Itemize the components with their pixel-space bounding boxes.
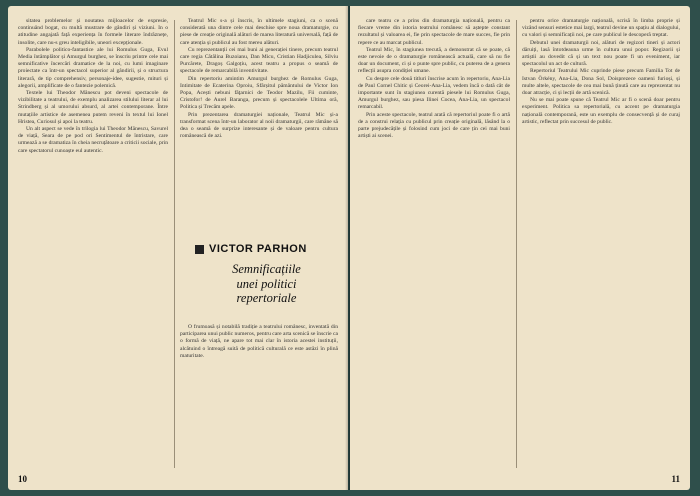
paragraph: Repertoriul Teatrului Mic cuprinde piese precum Familia Tot de Istvan Örkény, Ana-Lia, Dona Sol, Doisprezece oameni furioși, și multe altele, spectacole de cea mai bună ținută care au reprezentat nu doar atracție, ci și lecții de artă scenică. [522, 68, 680, 97]
paragraph: Prin prezentarea dramaturgiei naționale, Teatrul Mic și-a transformat scena într-un laborator al noii dramaturgii, care rămâne să dea o seamă de surprize interesante și de valoare pentru cultura românească de azi. [180, 111, 338, 140]
paragraph: care teatru ce a prins din dramaturgia națională, pentru ca fiecare vreme din istoria teatrului românesc să aștepte constant rezultatul și valoarea ei, fie prin spectacole de mare succes, fie prin repere ce au marcat publicul. [358, 18, 510, 46]
paragraph: Nu se mai poate spune că Teatrul Mic ar fi o scenă doar pentru experiment. Politica sa repertorială, cu accent pe dramaturgia națională contemporană, este un exemplu de consecvență și de curaj artistic, reflectat prin succesul de public. [522, 97, 680, 125]
title-line: repertoriale [236, 291, 297, 305]
right-page [350, 6, 690, 490]
left-page-column-1 [18, 18, 168, 466]
paragraph: Teatrul Mic, în stagiunea trecută, a demonstrat că se poate, că este nevoie de o dramaturgie românească actuală, care să nu fie doar un document, ci și o punte spre public, cu puterea de a genera reflecții asupra condiției umane. [358, 46, 510, 75]
left-page [8, 6, 348, 490]
left-page-column-2 [180, 18, 338, 230]
paragraph: O frumoasă și notabilă tradiție a teatrului românesc, inventată din participarea unui public numeros, pentru care arta scenică se înscrie ca o formă de viață, ne apare tot mai clar în istoria acestei instituții, alcătuind o întreagă suită de politică culturală ce este astăzi în plină maturitate. [180, 324, 338, 359]
author-name: VICTOR PARHON [209, 243, 307, 255]
paragraph: Un alt aspect se vede în trilogia lui Theodor Mănescu, Savurel de viață, Seara de pe pod ori Sentimentul de întristare, care urmează a se dramatiza în cheia necruțătoare a criticii sociale, prin care spectatorul cunoaște eul autentic. [18, 126, 168, 154]
page-number: 10 [18, 474, 27, 484]
right-page-column-2 [522, 18, 680, 466]
paragraph: sitatea problemelor și noutatea mijloacelor de expresie, continuând bogat, cu multă mustrare de gândiri și viziuni. In o atitudine angajată față experiența în formele literare îndrăznețe, insolite, care nu-s greu inteligibile, uneori excepționale. [18, 18, 168, 46]
paragraph: Textele lui Theodor Mănescu pot deveni spectacole de vizibilitate a teatrului, de exemplu analizarea stilului literar al lui Strindberg și al umorului absurd, al artei contemporane. Între mutațiile artistice de asemenea putem reveni în textul lui Ionel Hristea, Curiosul și apoi la teatru. [18, 90, 168, 125]
column-divider [174, 20, 175, 468]
paragraph: pentru orice dramaturgie națională, scrisă în limba proprie și vizând sensuri estetice mai largi, teatrul devine un spațiu al dialogului, cu valori și semnificații noi, pe care publicul le descoperă treptat. [522, 18, 680, 39]
paragraph: Prin aceste spectacole, teatrul arată că repertoriul poate fi o artă de a construi relația cu publicul prin creație originală, lăsând la o parte prejudecățile și folosind cum joci de care țin cei mai buni artiști ai scenei. [358, 111, 510, 140]
paragraph: Cu reprezentanții cei mai buni ai generației tinere, precum teatrul care regia Cătălina Buzoianu, Dan Micu, Cristian Hadjiculea, Silviu Purcărete, Dragoș Galgoțiu, acest teatru a propus o seamă de spectacole de remarcabilă inventivitate. [180, 46, 338, 75]
column-divider [516, 20, 517, 468]
article-title [204, 262, 329, 306]
paragraph: Cu despre cele două titluri înscrise acum în repertoriu, Ana-Lia de Paul Cornel Chitic și Ceorei-Ana-Lia, vedem încă o dată cât de importante sunt în stagiunea curentă piesele lui Romulus Guga, Amurgul burghez, sau piesa Ilinei Cocea, Ana-Lia, un spectacol remarcabil. [358, 75, 510, 111]
paragraph: Parabolele politico-fantastice ale lui Romulus Guga, Evul Media întâmplător și Amurgul burghez, se înscriu printre cele mai semnificative încercări dramatice de la noi, cu lumi imaginare proiectate ca într-un spectacol superior al gândirii, și o structura literară, de tip comprehensiv, personaje-idee, sugestie, mituri și alegorii, amplificate de o fantezie polemică. [18, 46, 168, 89]
square-bullet-icon [195, 245, 204, 254]
paragraph: Debutul unei dramaturgii noi, alături de regizori tineri și actori dăruiți, lasă întotdeauna urme în cultura unui popor. Regizorii și artiștii au dovedit că și un text nou poate fi un eveniment, iar spectacolul un act de cultură. [522, 39, 680, 68]
paragraph: Teatrul Mic s-a și înscris, în ultimele stagiuni, ca o scenă considerată una dintre cele mai deschise spre noua dramaturgie, cu piese de creație originală alături de marea literatură universală, față de care atenția și publicul au fost mereu alături. [180, 18, 338, 46]
paragraph: Din repertoriu amintim Amurgul burghez de Romulus Guga, Intimitate de Ecaterina Oproiu, Sfârșitul pământului de Victor Ion Popa, Acești nebuni făţarnici de Teodor Mazilu, Fii cuminte, Cristofor! de Aurel Baranga, precum și spectacolele Ultima oră, Politica și Trecăm apele. [180, 75, 338, 111]
title-line: unei politici [236, 276, 297, 291]
article-byline [195, 240, 335, 258]
article-body-start [180, 324, 338, 466]
title-line: Semnificațiile [232, 262, 301, 276]
right-page-column-1 [358, 18, 510, 466]
page-number: 11 [671, 474, 680, 484]
